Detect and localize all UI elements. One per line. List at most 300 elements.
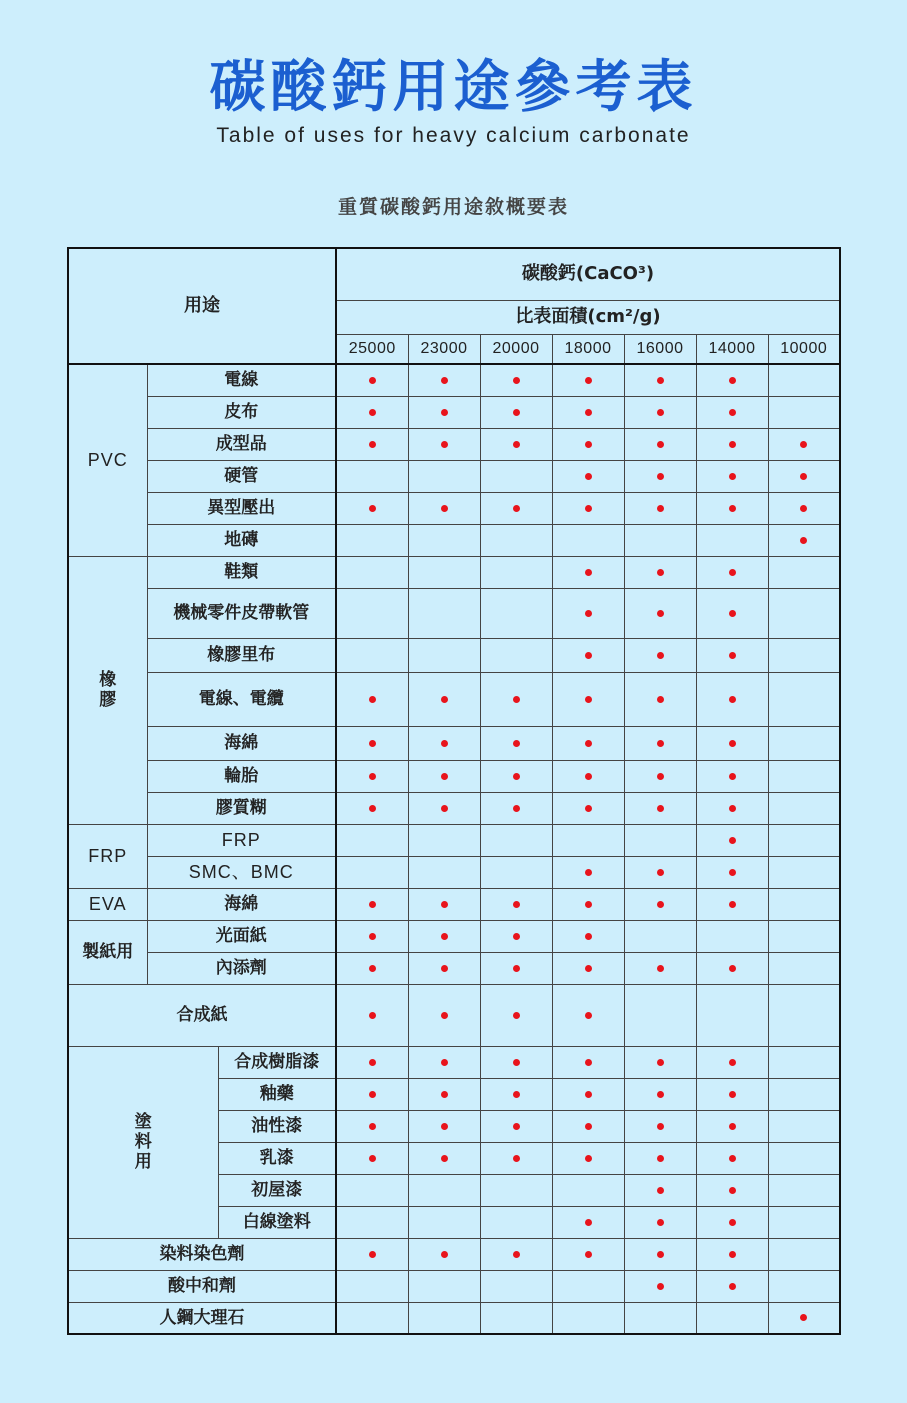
- usage-dot: [729, 569, 736, 576]
- mark-cell: [696, 1238, 768, 1270]
- usage-dot: [657, 569, 664, 576]
- use-name: 電線: [147, 364, 336, 396]
- usage-dot: [369, 740, 376, 747]
- mark-cell: [696, 1302, 768, 1334]
- mark-cell: [552, 556, 624, 588]
- mark-cell: [624, 1206, 696, 1238]
- usage-dot: [729, 652, 736, 659]
- usage-dot: [800, 441, 807, 448]
- mark-cell: [768, 396, 840, 428]
- mark-cell: [408, 396, 480, 428]
- mark-cell: [408, 460, 480, 492]
- mark-cell: [624, 588, 696, 638]
- usage-dot: [513, 1123, 520, 1130]
- mark-cell: [408, 984, 480, 1046]
- mark-cell: [480, 364, 552, 396]
- mark-cell: [336, 1110, 408, 1142]
- mark-cell: [336, 638, 408, 672]
- mark-cell: [624, 1142, 696, 1174]
- mark-cell: [768, 920, 840, 952]
- mark-cell: [624, 672, 696, 726]
- table-row: [68, 638, 840, 672]
- use-name: 酸中和劑: [68, 1270, 336, 1302]
- mark-cell: [480, 556, 552, 588]
- usage-dot: [585, 869, 592, 876]
- mark-cell: [336, 460, 408, 492]
- mark-cell: [552, 428, 624, 460]
- mark-cell: [624, 1302, 696, 1334]
- use-name: 橡膠里布: [147, 638, 336, 672]
- use-name: 輪胎: [147, 760, 336, 792]
- table-row: [68, 1302, 840, 1334]
- mark-cell: [336, 524, 408, 556]
- group-label: PVC: [68, 364, 147, 556]
- mark-cell: [480, 1078, 552, 1110]
- mark-cell: [624, 984, 696, 1046]
- usage-dot: [585, 773, 592, 780]
- table-row: [68, 672, 840, 726]
- mark-cell: [408, 638, 480, 672]
- mark-cell: [336, 396, 408, 428]
- mark-cell: [696, 1142, 768, 1174]
- use-name: 乳漆: [218, 1142, 336, 1174]
- usage-dot: [441, 933, 448, 940]
- usage-dot: [800, 1314, 807, 1321]
- mark-cell: [696, 1046, 768, 1078]
- usage-dot: [729, 869, 736, 876]
- usage-dot: [513, 740, 520, 747]
- usage-dot: [729, 837, 736, 844]
- mark-cell: [624, 952, 696, 984]
- mark-cell: [336, 1238, 408, 1270]
- mark-cell: [768, 952, 840, 984]
- mark-cell: [552, 856, 624, 888]
- uses-table-body: [68, 248, 840, 1334]
- use-name: SMC、BMC: [147, 856, 336, 888]
- mark-cell: [480, 396, 552, 428]
- mark-cell: [552, 1142, 624, 1174]
- usage-dot: [657, 773, 664, 780]
- usage-dot: [657, 409, 664, 416]
- usage-dot: [800, 473, 807, 480]
- use-name: 人鋼大理石: [68, 1302, 336, 1334]
- mark-cell: [408, 492, 480, 524]
- usage-dot: [729, 409, 736, 416]
- usage-dot: [513, 1012, 520, 1019]
- usage-dot: [729, 377, 736, 384]
- usage-dot: [657, 1059, 664, 1066]
- mark-cell: [768, 364, 840, 396]
- usage-dot: [441, 1155, 448, 1162]
- mark-cell: [480, 726, 552, 760]
- use-header: 用途: [68, 248, 336, 364]
- usage-dot: [585, 740, 592, 747]
- mark-cell: [696, 984, 768, 1046]
- group-label: [68, 1046, 218, 1238]
- usage-dot: [729, 1251, 736, 1258]
- mark-cell: [408, 760, 480, 792]
- table-row: [68, 1046, 840, 1078]
- table-row: [68, 588, 840, 638]
- mark-cell: [480, 492, 552, 524]
- mark-cell: [480, 856, 552, 888]
- usage-dot: [441, 901, 448, 908]
- mark-cell: [480, 1270, 552, 1302]
- mark-cell: [408, 1174, 480, 1206]
- use-name: 油性漆: [218, 1110, 336, 1142]
- usage-dot: [369, 441, 376, 448]
- table-row: [68, 492, 840, 524]
- grade-header: 10000: [768, 334, 840, 364]
- usage-dot: [729, 1219, 736, 1226]
- usage-dot: [585, 965, 592, 972]
- mark-cell: [768, 1302, 840, 1334]
- usage-dot: [800, 537, 807, 544]
- mark-cell: [624, 556, 696, 588]
- use-name: 海綿: [147, 888, 336, 920]
- mark-cell: [480, 1238, 552, 1270]
- usage-dot: [657, 1123, 664, 1130]
- mark-cell: [408, 1302, 480, 1334]
- mark-cell: [768, 588, 840, 638]
- usage-dot: [369, 933, 376, 940]
- mark-cell: [336, 364, 408, 396]
- mark-cell: [768, 984, 840, 1046]
- mark-cell: [696, 824, 768, 856]
- grade-header: 20000: [480, 334, 552, 364]
- use-name: 光面紙: [147, 920, 336, 952]
- usage-dot: [513, 965, 520, 972]
- usage-dot: [513, 901, 520, 908]
- usage-dot: [585, 805, 592, 812]
- mark-cell: [480, 1206, 552, 1238]
- mark-cell: [624, 760, 696, 792]
- mark-cell: [336, 952, 408, 984]
- usage-dot: [657, 1091, 664, 1098]
- usage-dot: [729, 1091, 736, 1098]
- mark-cell: [552, 672, 624, 726]
- group-label: EVA: [68, 888, 147, 920]
- mark-cell: [768, 428, 840, 460]
- table-row: [68, 428, 840, 460]
- mark-cell: [624, 726, 696, 760]
- usage-dot: [369, 377, 376, 384]
- group-label: 製紙用: [68, 920, 147, 984]
- usage-dot: [585, 1091, 592, 1098]
- mark-cell: [336, 1046, 408, 1078]
- mark-cell: [552, 760, 624, 792]
- mark-cell: [696, 792, 768, 824]
- mark-cell: [624, 1078, 696, 1110]
- mark-cell: [408, 1270, 480, 1302]
- mark-cell: [408, 524, 480, 556]
- mark-cell: [480, 1110, 552, 1142]
- mark-cell: [696, 460, 768, 492]
- use-name: 海綿: [147, 726, 336, 760]
- usage-dot: [513, 805, 520, 812]
- table-row: [68, 556, 840, 588]
- mark-cell: [696, 428, 768, 460]
- mark-cell: [624, 364, 696, 396]
- grade-header: 18000: [552, 334, 624, 364]
- usage-dot: [513, 505, 520, 512]
- mark-cell: [768, 792, 840, 824]
- mark-cell: [768, 638, 840, 672]
- usage-dot: [585, 652, 592, 659]
- mark-cell: [336, 1206, 408, 1238]
- mark-cell: [552, 920, 624, 952]
- usage-dot: [441, 1059, 448, 1066]
- mark-cell: [552, 396, 624, 428]
- usage-dot: [513, 1155, 520, 1162]
- usage-dot: [729, 1187, 736, 1194]
- mark-cell: [624, 428, 696, 460]
- mark-cell: [408, 792, 480, 824]
- mark-cell: [480, 1142, 552, 1174]
- usage-dot: [657, 1155, 664, 1162]
- page-subtitle: Table of uses for heavy calcium carbonate: [216, 124, 691, 147]
- use-name: 鞋類: [147, 556, 336, 588]
- mark-cell: [408, 1078, 480, 1110]
- usage-dot: [513, 377, 520, 384]
- mark-cell: [696, 760, 768, 792]
- usage-dot: [585, 696, 592, 703]
- mark-cell: [768, 1174, 840, 1206]
- use-name: 電線、電纜: [147, 672, 336, 726]
- use-name: 內添劑: [147, 952, 336, 984]
- usage-dot: [585, 1123, 592, 1130]
- group-label: FRP: [68, 824, 147, 888]
- usage-dot: [369, 1123, 376, 1130]
- mark-cell: [768, 726, 840, 760]
- mark-cell: [408, 952, 480, 984]
- mark-cell: [480, 792, 552, 824]
- table-row: [68, 1270, 840, 1302]
- usage-dot: [657, 505, 664, 512]
- usage-dot: [585, 441, 592, 448]
- table-row: [68, 524, 840, 556]
- usage-dot: [585, 473, 592, 480]
- usage-dot: [657, 696, 664, 703]
- mark-cell: [768, 888, 840, 920]
- usage-dot: [729, 1155, 736, 1162]
- grade-header: 23000: [408, 334, 480, 364]
- mark-cell: [768, 1142, 840, 1174]
- usage-dot: [585, 901, 592, 908]
- mark-cell: [552, 1046, 624, 1078]
- page-title: 碳酸鈣用途參考表: [209, 55, 698, 120]
- usage-dot: [729, 805, 736, 812]
- usage-dot: [513, 1251, 520, 1258]
- usage-dot: [513, 409, 520, 416]
- mark-cell: [552, 824, 624, 856]
- mark-cell: [336, 888, 408, 920]
- grade-header: 16000: [624, 334, 696, 364]
- mark-cell: [408, 1110, 480, 1142]
- usage-dot: [369, 1012, 376, 1019]
- table-row: [68, 888, 840, 920]
- mark-cell: [480, 952, 552, 984]
- usage-dot: [585, 505, 592, 512]
- mark-cell: [552, 364, 624, 396]
- usage-dot: [729, 1123, 736, 1130]
- table-row: [68, 856, 840, 888]
- mark-cell: [624, 1046, 696, 1078]
- mark-cell: [624, 824, 696, 856]
- use-name: 異型壓出: [147, 492, 336, 524]
- mark-cell: [408, 1238, 480, 1270]
- mark-cell: [552, 638, 624, 672]
- mark-cell: [480, 920, 552, 952]
- mark-cell: [408, 888, 480, 920]
- mark-cell: [696, 672, 768, 726]
- mark-cell: [408, 672, 480, 726]
- mark-cell: [624, 460, 696, 492]
- usage-dot: [657, 1219, 664, 1226]
- usage-dot: [585, 569, 592, 576]
- usage-dot: [369, 901, 376, 908]
- mark-cell: [480, 1302, 552, 1334]
- mark-cell: [336, 428, 408, 460]
- mark-cell: [552, 726, 624, 760]
- mark-cell: [336, 1142, 408, 1174]
- table-caption: 重質碳酸鈣用途敘概要表: [337, 196, 569, 218]
- mark-cell: [480, 428, 552, 460]
- mark-cell: [336, 792, 408, 824]
- mark-cell: [408, 726, 480, 760]
- mark-cell: [696, 952, 768, 984]
- mark-cell: [408, 588, 480, 638]
- usage-dot: [369, 505, 376, 512]
- use-name: 釉藥: [218, 1078, 336, 1110]
- mark-cell: [696, 396, 768, 428]
- usage-dot: [369, 1251, 376, 1258]
- mark-cell: [408, 1206, 480, 1238]
- usage-dot: [585, 377, 592, 384]
- usage-dot: [369, 696, 376, 703]
- mark-cell: [768, 556, 840, 588]
- mark-cell: [624, 856, 696, 888]
- table-row: [68, 920, 840, 952]
- usage-dot: [729, 610, 736, 617]
- usage-dot: [585, 610, 592, 617]
- table-row: [68, 984, 840, 1046]
- usage-dot: [441, 965, 448, 972]
- usage-dot: [800, 505, 807, 512]
- mark-cell: [552, 1206, 624, 1238]
- mark-cell: [336, 1302, 408, 1334]
- mark-cell: [552, 1302, 624, 1334]
- mark-cell: [552, 1174, 624, 1206]
- mark-cell: [768, 760, 840, 792]
- mark-cell: [336, 492, 408, 524]
- usage-dot: [441, 377, 448, 384]
- mark-cell: [552, 1270, 624, 1302]
- mark-cell: [480, 672, 552, 726]
- table-row: [68, 1238, 840, 1270]
- mark-cell: [408, 856, 480, 888]
- mark-cell: [696, 588, 768, 638]
- usage-dot: [729, 773, 736, 780]
- mark-cell: [480, 588, 552, 638]
- use-name: 白線塗料: [218, 1206, 336, 1238]
- mark-cell: [480, 760, 552, 792]
- usage-dot: [513, 773, 520, 780]
- usage-dot: [441, 740, 448, 747]
- usage-dot: [729, 740, 736, 747]
- usage-dot: [657, 441, 664, 448]
- usage-dot: [657, 965, 664, 972]
- mark-cell: [336, 1270, 408, 1302]
- mark-cell: [696, 524, 768, 556]
- usage-dot: [585, 933, 592, 940]
- mark-cell: [768, 1270, 840, 1302]
- usage-dot: [441, 409, 448, 416]
- mark-cell: [552, 492, 624, 524]
- mark-cell: [696, 1270, 768, 1302]
- mark-cell: [408, 920, 480, 952]
- use-name: 成型品: [147, 428, 336, 460]
- mark-cell: [768, 460, 840, 492]
- mark-cell: [336, 984, 408, 1046]
- mark-cell: [552, 952, 624, 984]
- mark-cell: [480, 1174, 552, 1206]
- mark-cell: [624, 492, 696, 524]
- mark-cell: [624, 1174, 696, 1206]
- use-name: 染料染色劑: [68, 1238, 336, 1270]
- mark-cell: [696, 556, 768, 588]
- use-name: 合成樹脂漆: [218, 1046, 336, 1078]
- use-name: 合成紙: [68, 984, 336, 1046]
- mark-cell: [768, 1206, 840, 1238]
- usage-dot: [729, 1059, 736, 1066]
- usage-dot: [657, 869, 664, 876]
- mark-cell: [552, 524, 624, 556]
- mark-cell: [552, 460, 624, 492]
- usage-dot: [369, 773, 376, 780]
- uses-table: [67, 247, 841, 1335]
- group-label-text: 塗料用: [134, 1112, 152, 1172]
- usage-dot: [513, 1059, 520, 1066]
- mark-cell: [336, 588, 408, 638]
- usage-dot: [729, 441, 736, 448]
- mark-cell: [336, 556, 408, 588]
- mark-cell: [768, 1110, 840, 1142]
- usage-dot: [441, 1123, 448, 1130]
- mark-cell: [624, 524, 696, 556]
- mark-cell: [552, 888, 624, 920]
- usage-dot: [513, 1091, 520, 1098]
- table-row: [68, 952, 840, 984]
- mark-cell: [696, 888, 768, 920]
- usage-dot: [369, 1091, 376, 1098]
- mark-cell: [696, 1110, 768, 1142]
- usage-dot: [369, 1155, 376, 1162]
- mark-cell: [624, 396, 696, 428]
- mark-cell: [408, 1142, 480, 1174]
- usage-dot: [729, 1283, 736, 1290]
- usage-dot: [657, 473, 664, 480]
- mark-cell: [552, 1238, 624, 1270]
- usage-dot: [585, 1012, 592, 1019]
- group-label-text: 橡膠: [99, 670, 117, 710]
- usage-dot: [657, 652, 664, 659]
- usage-dot: [729, 965, 736, 972]
- usage-dot: [441, 505, 448, 512]
- group-label: [68, 556, 147, 824]
- table-row: [68, 364, 840, 396]
- usage-dot: [585, 409, 592, 416]
